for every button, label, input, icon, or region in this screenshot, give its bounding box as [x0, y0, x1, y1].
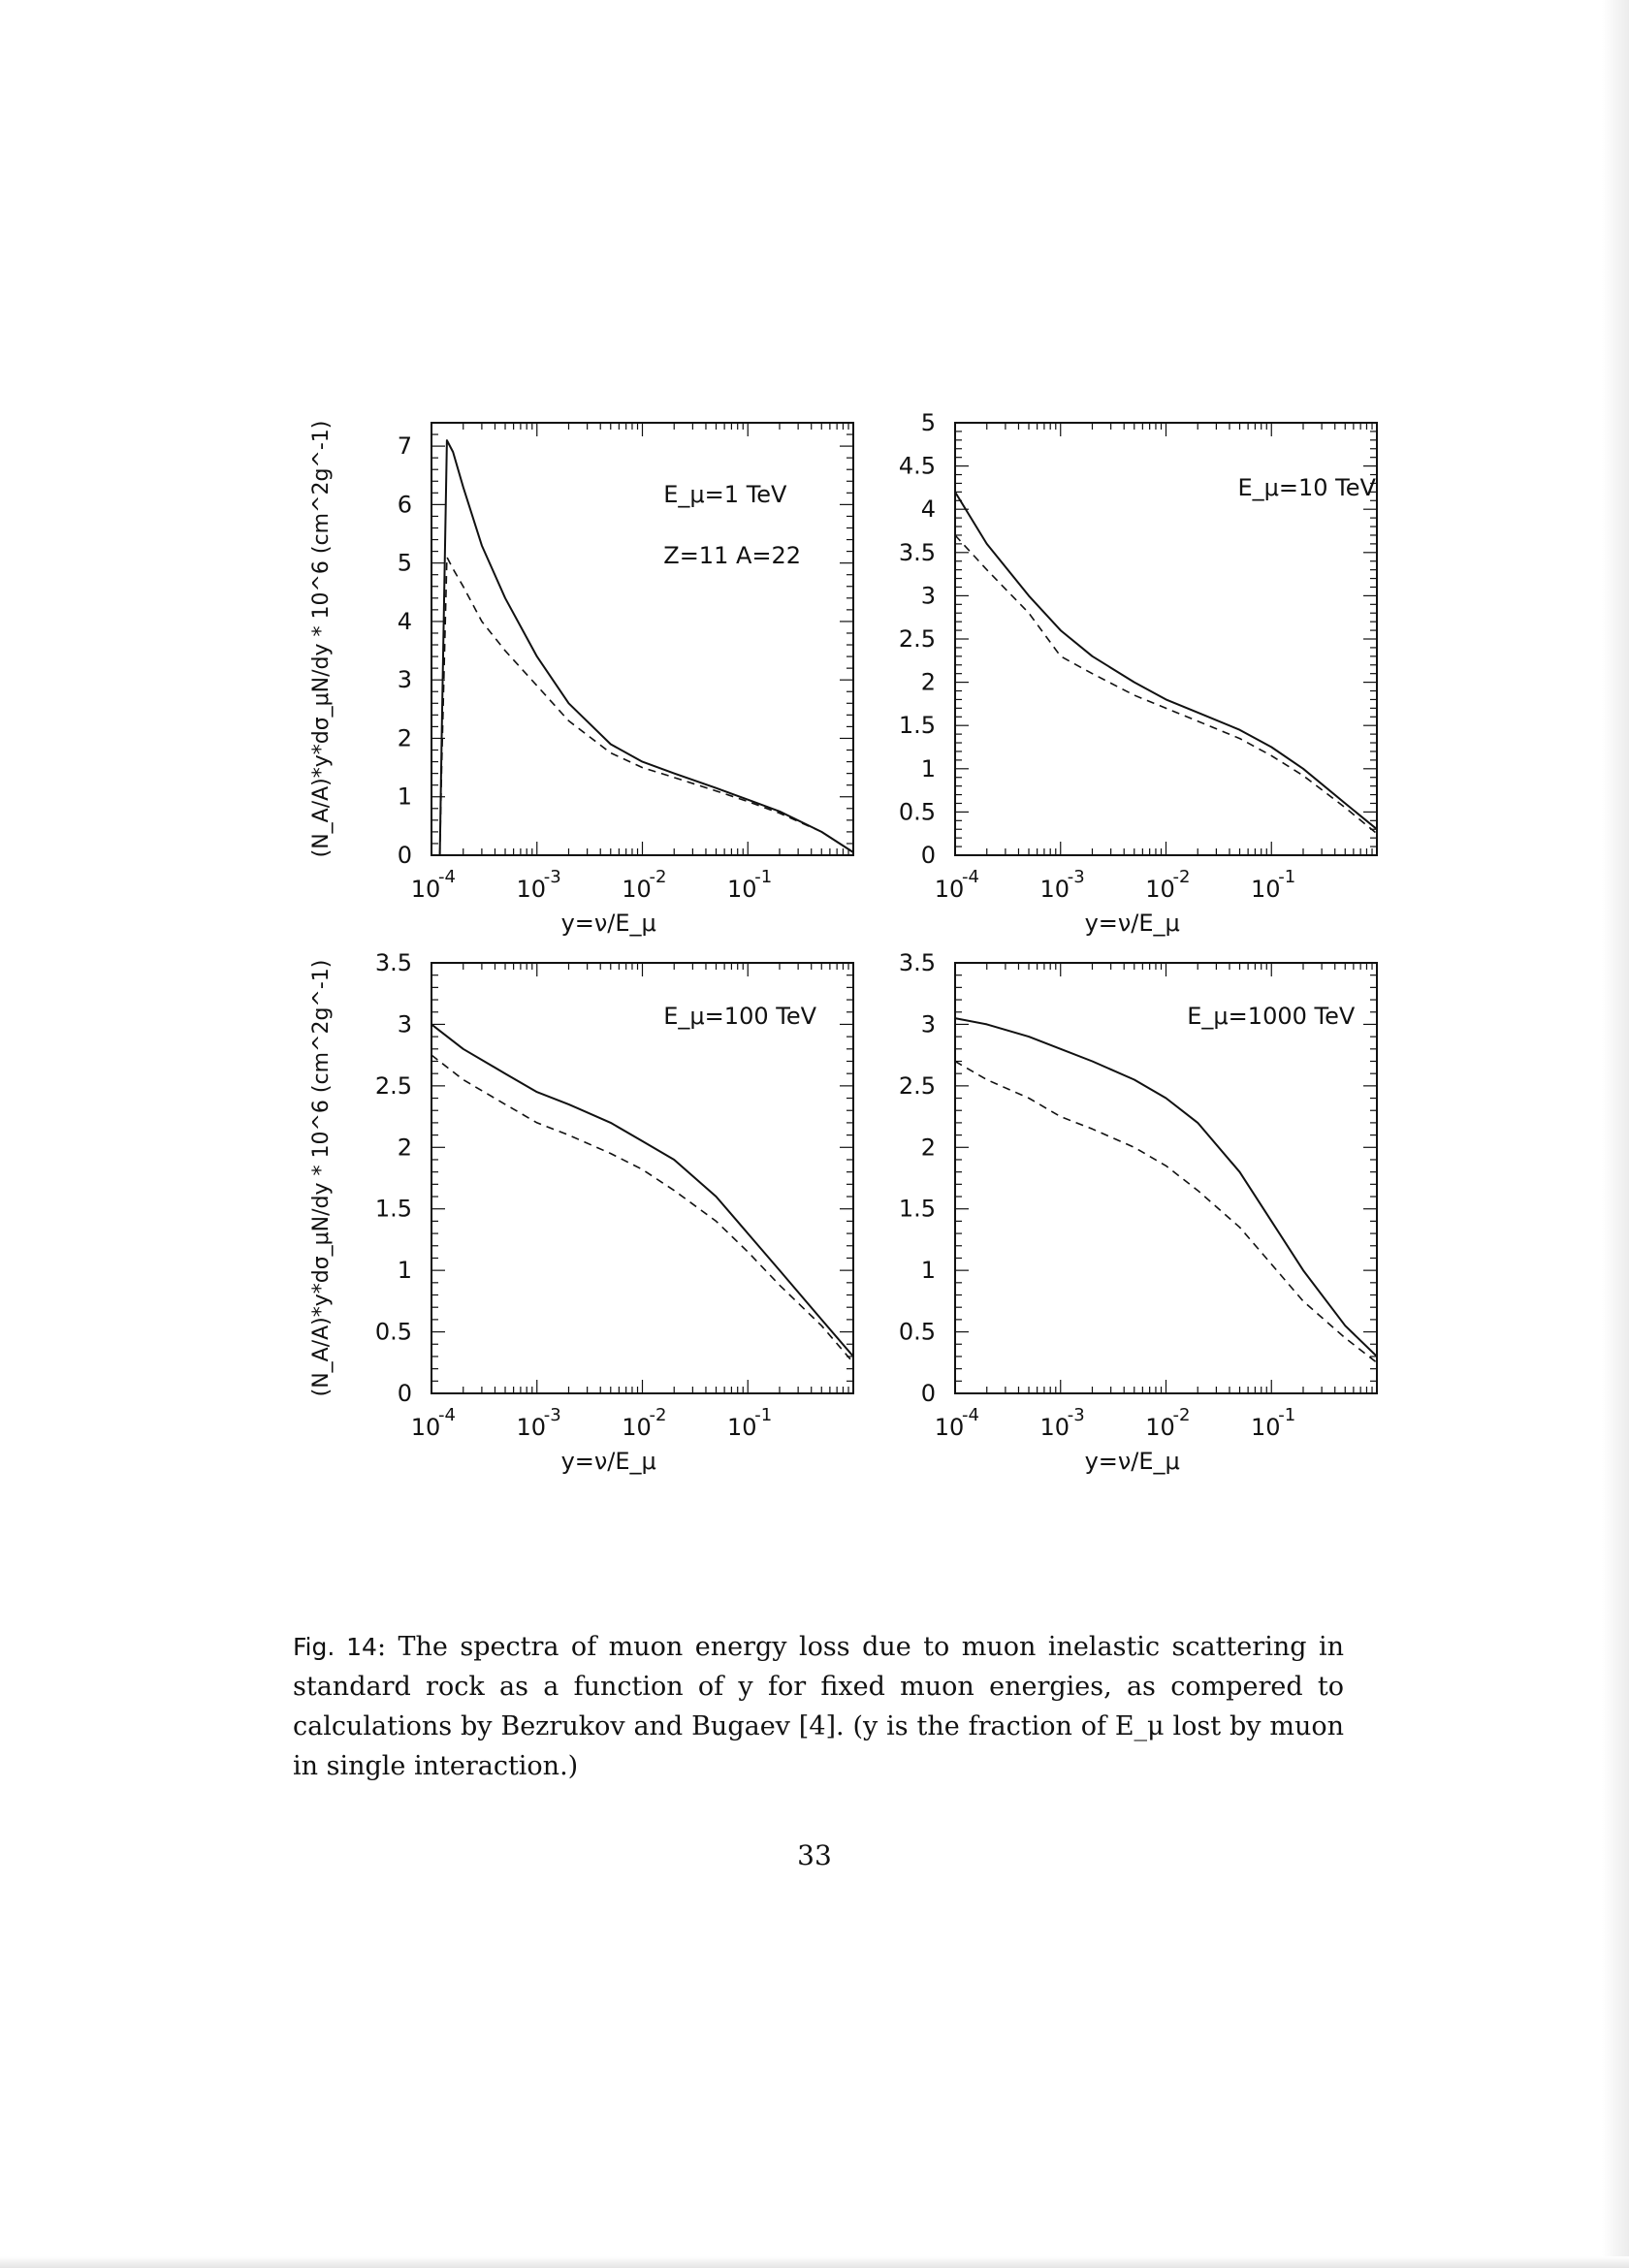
y-tick-label: 4 [397, 607, 412, 635]
y-tick-label: 2.5 [374, 1071, 412, 1100]
dashed-curve [440, 558, 853, 855]
y-tick-label: 3 [397, 666, 412, 694]
x-tick-label: 10 [934, 876, 965, 903]
y-tick-label: 3.5 [374, 949, 412, 976]
y-tick-label: 3.5 [898, 538, 936, 566]
y-tick-label: 2.5 [898, 625, 936, 653]
y-tick-label: 2 [920, 1134, 936, 1162]
y-tick-label: 2 [397, 1134, 412, 1162]
y-axis-label-1: (N_A/A)*y*dσ_μN/dy * 10^6 (cm^2g^-1) [309, 420, 334, 858]
x-tick-label: 10 [1250, 876, 1281, 903]
y-tick-label: 3.5 [898, 949, 936, 976]
x-tick-exponent: -4 [962, 867, 979, 887]
y-tick-label: 1 [920, 754, 936, 783]
x-tick-exponent: -1 [1278, 1405, 1296, 1425]
x-tick-exponent: -3 [1067, 867, 1085, 887]
dashed-curve [955, 1062, 1377, 1363]
y-axis-label-2: (N_A/A)*y*dσ_μN/dy * 10^6 (cm^2g^-1) [309, 959, 334, 1397]
material-label: Z=11 A=22 [663, 542, 802, 569]
y-tick-label: 0 [397, 842, 412, 869]
y-tick-label: 7 [397, 432, 412, 461]
x-axis-label: y=ν/E_μ [1084, 910, 1180, 937]
y-tick-label: 5 [397, 549, 412, 577]
chart-panel-4 [899, 949, 1377, 1475]
y-tick-label: 4.5 [898, 452, 936, 480]
energy-label: E_μ=1 TeV [663, 481, 787, 508]
y-tick-label: 3 [920, 582, 936, 610]
y-tick-label: 0 [920, 1380, 936, 1407]
x-tick-label: 10 [1250, 1414, 1281, 1441]
energy-label: E_μ=1000 TeV [1187, 1003, 1356, 1030]
dashed-curve [955, 535, 1377, 834]
plot-frame [431, 423, 853, 855]
x-tick-exponent: -2 [1172, 1405, 1191, 1425]
y-tick-label: 0 [920, 842, 936, 869]
x-tick-label: 10 [726, 876, 757, 903]
energy-label: E_μ=100 TeV [663, 1003, 816, 1030]
x-tick-label: 10 [1145, 876, 1175, 903]
x-tick-label: 10 [726, 1414, 757, 1441]
y-tick-label: 1 [397, 783, 412, 811]
solid-curve [431, 1024, 853, 1357]
x-tick-label: 10 [410, 876, 441, 903]
dashed-curve [431, 1055, 853, 1362]
x-tick-label: 10 [516, 876, 547, 903]
caption-label: Fig. 14 [293, 1633, 377, 1661]
y-tick-label: 0 [397, 1380, 412, 1407]
x-tick-label: 10 [934, 1414, 965, 1441]
y-tick-label: 1.5 [898, 1195, 936, 1223]
x-tick-label: 10 [1039, 876, 1070, 903]
x-tick-exponent: -2 [1172, 867, 1191, 887]
y-tick-label: 3 [397, 1010, 412, 1038]
y-tick-label: 1.5 [898, 712, 936, 740]
solid-curve [440, 440, 853, 855]
solid-curve [955, 492, 1377, 829]
x-tick-label: 10 [622, 876, 652, 903]
x-tick-exponent: -1 [1278, 867, 1296, 887]
energy-label: E_μ=10 TeV [1237, 474, 1376, 501]
y-tick-label: 0.5 [898, 1318, 936, 1346]
x-tick-exponent: -4 [438, 867, 456, 887]
x-tick-exponent: -3 [543, 1405, 561, 1425]
page-bottom-shadow [0, 2256, 1629, 2268]
x-tick-exponent: -3 [543, 867, 561, 887]
y-tick-label: 0.5 [898, 798, 936, 826]
y-tick-label: 6 [397, 491, 412, 519]
y-tick-label: 2 [920, 668, 936, 696]
x-tick-label: 10 [410, 1414, 441, 1441]
x-tick-exponent: -1 [754, 1405, 773, 1425]
x-axis-label: y=ν/E_μ [1084, 1448, 1180, 1475]
solid-curve [955, 1018, 1377, 1357]
x-tick-label: 10 [516, 1414, 547, 1441]
chart-panel-1 [398, 423, 853, 937]
y-tick-label: 2 [397, 724, 412, 752]
x-tick-exponent: -1 [754, 867, 773, 887]
y-tick-label: 1 [397, 1257, 412, 1285]
x-axis-label: y=ν/E_μ [560, 910, 656, 937]
x-tick-exponent: -4 [962, 1405, 979, 1425]
y-tick-label: 4 [920, 495, 936, 524]
y-tick-label: 1 [920, 1257, 936, 1285]
y-tick-label: 0.5 [374, 1318, 412, 1346]
x-tick-label: 10 [622, 1414, 652, 1441]
x-tick-label: 10 [1145, 1414, 1175, 1441]
figure-caption [293, 1627, 1344, 1786]
x-tick-exponent: -2 [649, 1405, 667, 1425]
x-tick-exponent: -4 [438, 1405, 456, 1425]
chart-panel-3 [375, 949, 853, 1475]
y-tick-label: 2.5 [898, 1071, 936, 1100]
y-tick-label: 5 [920, 409, 936, 436]
x-tick-exponent: -3 [1067, 1405, 1085, 1425]
y-tick-label: 1.5 [374, 1195, 412, 1223]
x-tick-label: 10 [1039, 1414, 1070, 1441]
caption-text: : The spectra of muon energy loss due to muon inelastic scattering in standard rock as a function of y for fixed muon energies, as compered to calculations by Bezrukov and Bugaev [4]. (y is the fraction of E_μ lost by muon in single interaction.) [293, 1632, 1344, 1781]
x-axis-label: y=ν/E_μ [560, 1448, 656, 1475]
page-number: 33 [797, 1839, 832, 1871]
x-tick-exponent: -2 [649, 867, 667, 887]
chart-panel-2 [899, 409, 1377, 937]
y-tick-label: 3 [920, 1010, 936, 1038]
